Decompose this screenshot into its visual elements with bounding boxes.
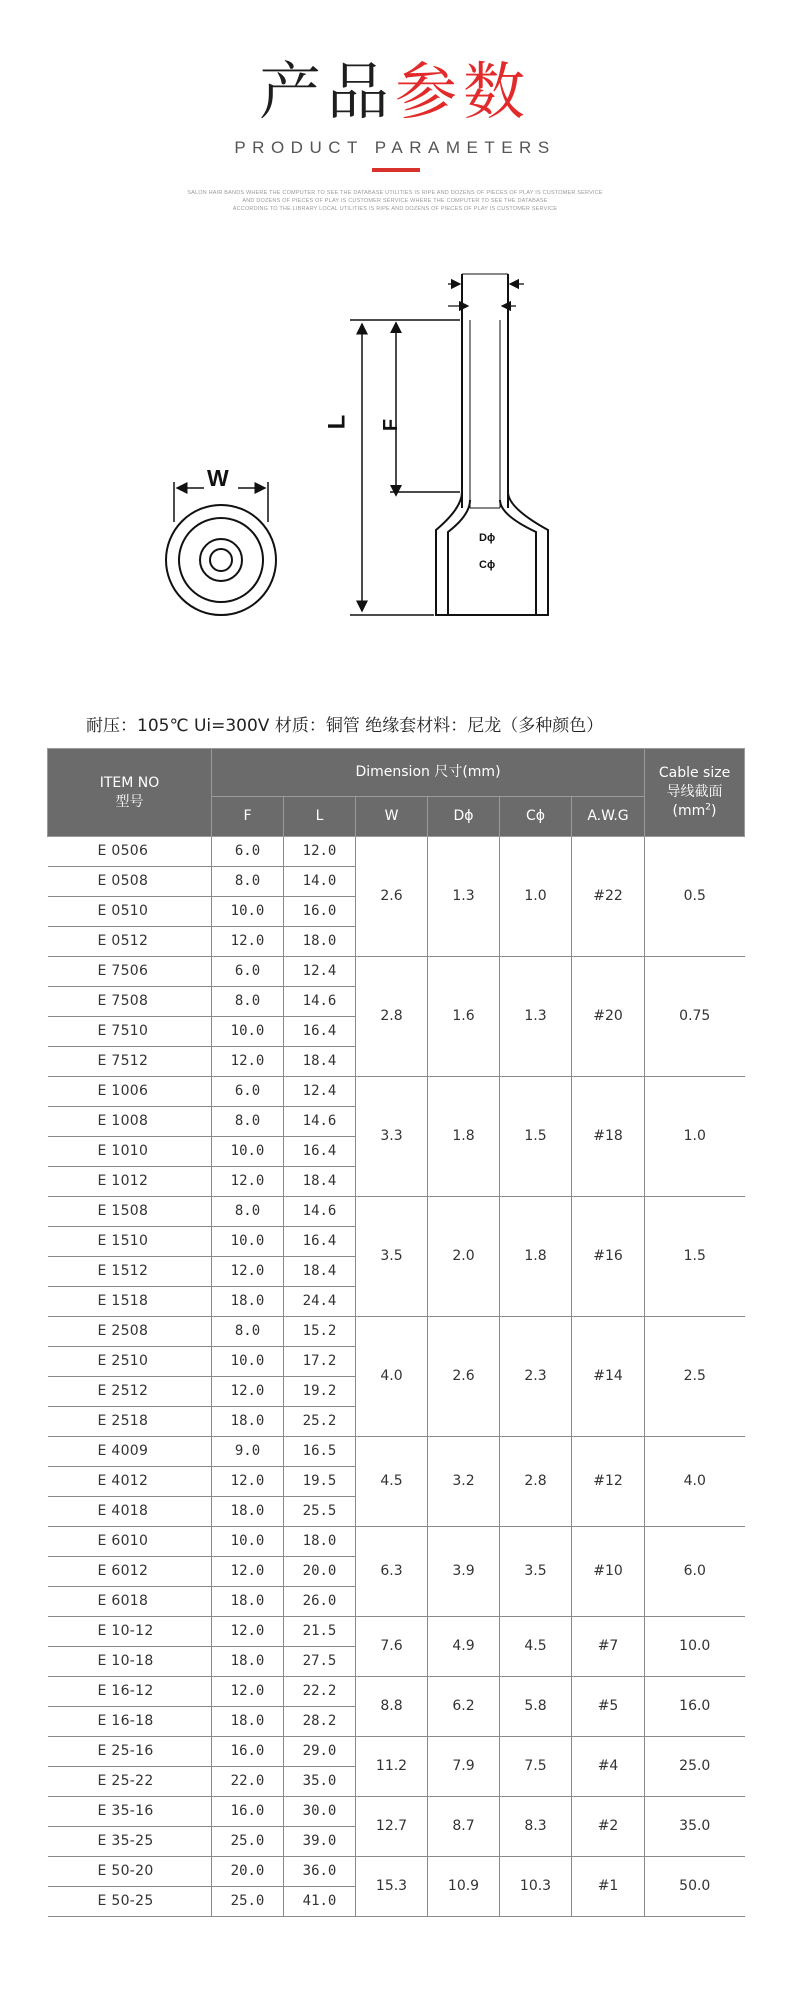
d-cell: 3.9	[428, 1527, 500, 1617]
c-cell: 2.8	[500, 1437, 572, 1527]
f-cell: 18.0	[212, 1407, 284, 1437]
item-no-cell: E 1508	[48, 1197, 212, 1227]
f-cell: 12.0	[212, 927, 284, 957]
f-dimension	[390, 323, 460, 495]
c-cell: 8.3	[500, 1797, 572, 1857]
c-label: Cϕ	[479, 559, 496, 571]
awg-cell: #22	[572, 837, 645, 957]
awg-cell: #5	[572, 1677, 645, 1737]
f-cell: 18.0	[212, 1647, 284, 1677]
table-row	[48, 1437, 745, 1467]
cable-size-cell: 1.5	[645, 1197, 745, 1317]
d-cell: 1.6	[428, 957, 500, 1077]
d-cell: 6.2	[428, 1677, 500, 1737]
item-no-cell: E 7506	[48, 957, 212, 987]
f-cell: 20.0	[212, 1857, 284, 1887]
header-cable-unit-text: (mm	[672, 803, 706, 819]
table-row	[48, 1737, 745, 1767]
fine-print-line-2: AND DOZENS OF PIECES OF PLAY IS CUSTOMER SERVICE WHERE THE COMPUTER TO SEE THE DATABASE	[242, 198, 548, 204]
cable-size-cell: 35.0	[645, 1797, 745, 1857]
f-cell: 22.0	[212, 1767, 284, 1797]
c-cell: 1.0	[500, 837, 572, 957]
f-cell: 25.0	[212, 1827, 284, 1857]
cable-size-cell: 16.0	[645, 1677, 745, 1737]
f-cell: 6.0	[212, 1077, 284, 1107]
item-no-cell: E 10-12	[48, 1617, 212, 1647]
item-no-cell: E 4009	[48, 1437, 212, 1467]
item-no-cell: E 1510	[48, 1227, 212, 1257]
w-cell: 6.3	[356, 1527, 428, 1617]
page-subtitle: PRODUCT PARAMETERS	[234, 138, 556, 157]
d-label: Dϕ	[479, 532, 496, 544]
awg-cell: #7	[572, 1617, 645, 1677]
l-cell: 14.6	[284, 987, 356, 1017]
table-row	[48, 1857, 745, 1887]
l-cell: 22.2	[284, 1677, 356, 1707]
l-cell: 21.5	[284, 1617, 356, 1647]
header-item-en: ITEM NO	[99, 774, 160, 791]
header-cable-unit-end: )	[711, 803, 717, 819]
item-no-cell: E 16-18	[48, 1707, 212, 1737]
item-no-cell: E 7512	[48, 1047, 212, 1077]
f-cell: 12.0	[212, 1617, 284, 1647]
l-cell: 18.4	[284, 1167, 356, 1197]
item-no-cell: E 2512	[48, 1377, 212, 1407]
header-w: W	[356, 797, 428, 837]
l-cell: 19.2	[284, 1377, 356, 1407]
d-cell: 2.0	[428, 1197, 500, 1317]
item-no-cell: E 4012	[48, 1467, 212, 1497]
w-cell: 15.3	[356, 1857, 428, 1917]
table-body	[48, 837, 745, 1917]
item-no-cell: E 16-12	[48, 1677, 212, 1707]
item-no-cell: E 6012	[48, 1557, 212, 1587]
cable-size-cell: 4.0	[645, 1437, 745, 1527]
cable-size-cell: 1.0	[645, 1077, 745, 1197]
d-cell: 4.9	[428, 1617, 500, 1677]
c-cell: 1.5	[500, 1077, 572, 1197]
l-cell: 27.5	[284, 1647, 356, 1677]
w-cell: 4.0	[356, 1317, 428, 1437]
f-cell: 12.0	[212, 1467, 284, 1497]
table-header	[48, 749, 745, 837]
header-cable-size	[645, 749, 745, 837]
d-cell: 2.6	[428, 1317, 500, 1437]
header-f: F	[212, 797, 284, 837]
awg-cell: #12	[572, 1437, 645, 1527]
l-cell: 41.0	[284, 1887, 356, 1917]
l-cell: 16.4	[284, 1137, 356, 1167]
f-cell: 12.0	[212, 1557, 284, 1587]
header-cable-unit-sup: 2	[705, 802, 712, 813]
title-red-part: 参数	[395, 55, 532, 128]
cable-size-cell: 50.0	[645, 1857, 745, 1917]
awg-cell: #16	[572, 1197, 645, 1317]
cable-size-cell: 25.0	[645, 1737, 745, 1797]
item-no-cell: E 1512	[48, 1257, 212, 1287]
item-no-cell: E 0510	[48, 897, 212, 927]
item-no-cell: E 1010	[48, 1137, 212, 1167]
title-accent-bar	[372, 168, 420, 172]
l-cell: 18.4	[284, 1257, 356, 1287]
l-cell: 14.6	[284, 1197, 356, 1227]
f-cell: 10.0	[212, 1227, 284, 1257]
d-cell: 3.2	[428, 1437, 500, 1527]
l-cell: 15.2	[284, 1317, 356, 1347]
f-cell: 10.0	[212, 1347, 284, 1377]
w-cell: 2.8	[356, 957, 428, 1077]
w-cell: 8.8	[356, 1677, 428, 1737]
f-cell: 6.0	[212, 837, 284, 867]
l-cell: 18.4	[284, 1047, 356, 1077]
w-cell: 3.5	[356, 1197, 428, 1317]
w-label: W	[207, 465, 229, 491]
c-cell: 7.5	[500, 1737, 572, 1797]
ferrule-end-view	[166, 505, 276, 615]
item-no-cell: E 50-25	[48, 1887, 212, 1917]
awg-cell: #10	[572, 1527, 645, 1617]
l-cell: 25.2	[284, 1407, 356, 1437]
f-cell: 10.0	[212, 1017, 284, 1047]
w-cell: 12.7	[356, 1797, 428, 1857]
ferrule-dimension-drawing	[0, 260, 790, 630]
f-cell: 10.0	[212, 897, 284, 927]
table-row	[48, 1677, 745, 1707]
header-awg: A.W.G	[572, 797, 645, 837]
l-cell: 26.0	[284, 1587, 356, 1617]
item-no-cell: E 7508	[48, 987, 212, 1017]
item-no-cell: E 1006	[48, 1077, 212, 1107]
c-cell: 1.8	[500, 1197, 572, 1317]
item-no-cell: E 1518	[48, 1287, 212, 1317]
w-cell: 7.6	[356, 1617, 428, 1677]
awg-cell: #20	[572, 957, 645, 1077]
cable-size-cell: 2.5	[645, 1317, 745, 1437]
d-cell: 1.3	[428, 837, 500, 957]
l-cell: 16.4	[284, 1227, 356, 1257]
item-no-cell: E 7510	[48, 1017, 212, 1047]
awg-cell: #4	[572, 1737, 645, 1797]
f-cell: 18.0	[212, 1497, 284, 1527]
table-row	[48, 1077, 745, 1107]
f-label: F	[380, 418, 403, 432]
f-cell: 16.0	[212, 1737, 284, 1767]
w-cell: 2.6	[356, 837, 428, 957]
item-no-cell: E 1012	[48, 1167, 212, 1197]
l-cell: 12.0	[284, 837, 356, 867]
table-row	[48, 1197, 745, 1227]
f-cell: 18.0	[212, 1287, 284, 1317]
l-cell: 18.0	[284, 1527, 356, 1557]
awg-cell: #2	[572, 1797, 645, 1857]
l-cell: 16.5	[284, 1437, 356, 1467]
d-cell: 8.7	[428, 1797, 500, 1857]
item-no-cell: E 2510	[48, 1347, 212, 1377]
table-row	[48, 1527, 745, 1557]
f-cell: 8.0	[212, 1317, 284, 1347]
f-cell: 25.0	[212, 1887, 284, 1917]
title-dark-part: 产品	[258, 55, 395, 128]
table-row	[48, 1797, 745, 1827]
item-no-cell: E 35-16	[48, 1797, 212, 1827]
l-cell: 39.0	[284, 1827, 356, 1857]
f-cell: 12.0	[212, 1257, 284, 1287]
f-cell: 6.0	[212, 957, 284, 987]
l-cell: 30.0	[284, 1797, 356, 1827]
l-cell: 12.4	[284, 957, 356, 987]
f-cell: 8.0	[212, 1107, 284, 1137]
d-cell: 10.9	[428, 1857, 500, 1917]
page-title	[0, 52, 790, 132]
header-cable-cn: 导线截面	[666, 784, 723, 800]
parameter-table	[47, 748, 745, 1917]
l-cell: 16.4	[284, 1017, 356, 1047]
ferrule-drawing-svg	[0, 260, 790, 630]
item-no-cell: E 35-25	[48, 1827, 212, 1857]
item-no-cell: E 25-22	[48, 1767, 212, 1797]
f-cell: 18.0	[212, 1707, 284, 1737]
l-cell: 29.0	[284, 1737, 356, 1767]
header-cable-unit	[645, 802, 744, 821]
l-cell: 35.0	[284, 1767, 356, 1797]
w-cell: 4.5	[356, 1437, 428, 1527]
c-cell: 3.5	[500, 1527, 572, 1617]
spec-line: 耐压：105℃ Ui=300V 材质：铜管 绝缘套材料：尼龙（多种颜色）	[86, 716, 604, 736]
c-cell: 5.8	[500, 1677, 572, 1737]
l-cell: 12.4	[284, 1077, 356, 1107]
l-cell: 18.0	[284, 927, 356, 957]
d-cell: 7.9	[428, 1737, 500, 1797]
l-dimension	[350, 320, 460, 615]
cable-size-cell: 0.75	[645, 957, 745, 1077]
d-c-dimension	[448, 284, 524, 306]
header-d: Dϕ	[428, 797, 500, 837]
cable-size-cell: 10.0	[645, 1617, 745, 1677]
l-label: L	[323, 414, 351, 430]
cable-size-cell: 6.0	[645, 1527, 745, 1617]
item-no-cell: E 0508	[48, 867, 212, 897]
table-row	[48, 1617, 745, 1647]
c-cell: 10.3	[500, 1857, 572, 1917]
f-cell: 10.0	[212, 1527, 284, 1557]
table-row	[48, 1317, 745, 1347]
l-cell: 25.5	[284, 1497, 356, 1527]
awg-cell: #14	[572, 1317, 645, 1437]
d-cell: 1.8	[428, 1077, 500, 1197]
item-no-cell: E 10-18	[48, 1647, 212, 1677]
c-cell: 4.5	[500, 1617, 572, 1677]
header-item-cn: 型号	[115, 793, 144, 810]
header-l: L	[284, 797, 356, 837]
cable-size-cell: 0.5	[645, 837, 745, 957]
f-cell: 8.0	[212, 867, 284, 897]
table-row	[48, 837, 745, 867]
item-no-cell: E 0506	[48, 837, 212, 867]
f-cell: 10.0	[212, 1137, 284, 1167]
f-cell: 9.0	[212, 1437, 284, 1467]
l-cell: 14.0	[284, 867, 356, 897]
fine-print-line-3: ACCORDING TO THE LIBRARY LOCAL UTILITIES IS RIPE AND DOZENS OF PIECES OF PLAY IS CUSTOMER SERVICE	[232, 206, 558, 212]
c-cell: 2.3	[500, 1317, 572, 1437]
l-cell: 17.2	[284, 1347, 356, 1377]
awg-cell: #18	[572, 1077, 645, 1197]
header-cable-en: Cable size	[658, 765, 731, 781]
f-cell: 18.0	[212, 1587, 284, 1617]
item-no-cell: E 4018	[48, 1497, 212, 1527]
header-dimension: Dimension 尺寸(mm)	[212, 749, 645, 797]
f-cell: 12.0	[212, 1047, 284, 1077]
f-cell: 12.0	[212, 1677, 284, 1707]
item-no-cell: E 6018	[48, 1587, 212, 1617]
header-item-no	[48, 749, 212, 837]
item-no-cell: E 1008	[48, 1107, 212, 1137]
f-cell: 8.0	[212, 1197, 284, 1227]
f-cell: 12.0	[212, 1377, 284, 1407]
l-cell: 16.0	[284, 897, 356, 927]
table-row	[48, 957, 745, 987]
l-cell: 14.6	[284, 1107, 356, 1137]
fine-print-line-1: SALON HAIR BANDS WHERE THE COMPUTER TO SEE THE DATABASE UTILITIES IS RIPE AND DOZENS OF PIECES OF PLAY IS CUSTOMER SERVICE	[187, 190, 603, 196]
item-no-cell: E 6010	[48, 1527, 212, 1557]
l-cell: 28.2	[284, 1707, 356, 1737]
f-cell: 8.0	[212, 987, 284, 1017]
c-cell: 1.3	[500, 957, 572, 1077]
l-cell: 24.4	[284, 1287, 356, 1317]
item-no-cell: E 0512	[48, 927, 212, 957]
item-no-cell: E 50-20	[48, 1857, 212, 1887]
l-cell: 20.0	[284, 1557, 356, 1587]
l-cell: 19.5	[284, 1467, 356, 1497]
w-cell: 3.3	[356, 1077, 428, 1197]
item-no-cell: E 25-16	[48, 1737, 212, 1767]
f-cell: 12.0	[212, 1167, 284, 1197]
awg-cell: #1	[572, 1857, 645, 1917]
item-no-cell: E 2508	[48, 1317, 212, 1347]
f-cell: 16.0	[212, 1797, 284, 1827]
header-c: Cϕ	[500, 797, 572, 837]
item-no-cell: E 2518	[48, 1407, 212, 1437]
l-cell: 36.0	[284, 1857, 356, 1887]
w-cell: 11.2	[356, 1737, 428, 1797]
